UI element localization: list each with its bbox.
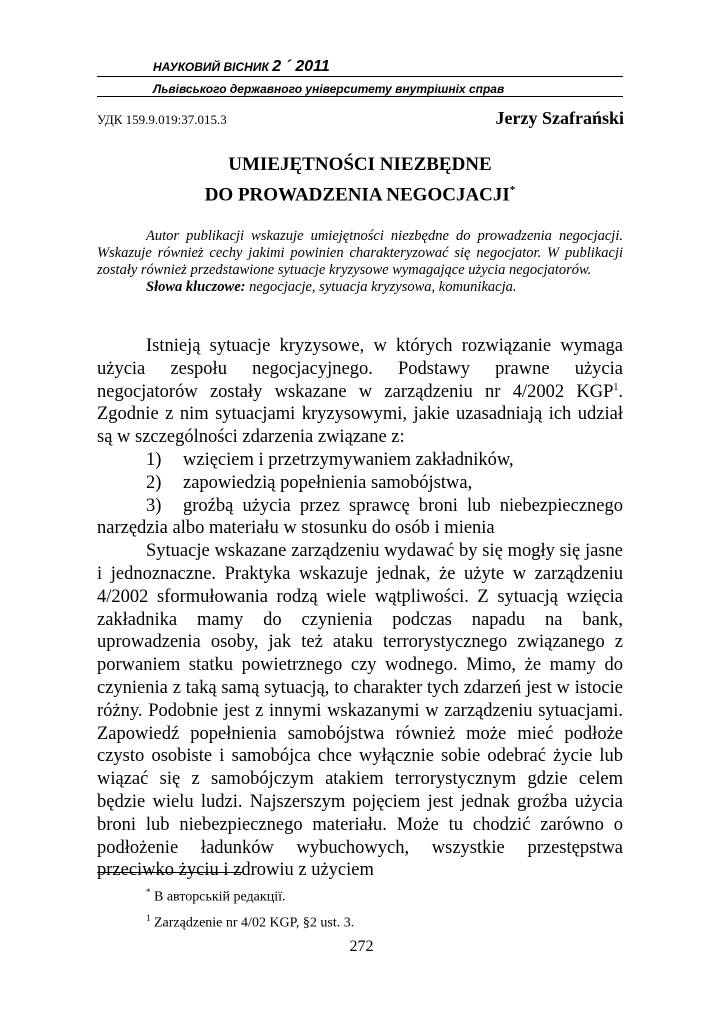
list-item bbox=[97, 449, 623, 472]
running-header-journal bbox=[97, 58, 623, 79]
list-number: 1) bbox=[146, 449, 162, 470]
list-number: 2) bbox=[146, 472, 162, 493]
paragraph-1-text-a: Istnieją sytuacje kryzysowe, w których rozwiązanie wymaga użycia zespołu negocjacyjnego. Podstawy prawne użycia negocjatorów zostały wskazane w zarządzeniu nr 4/2002 KGP bbox=[97, 336, 623, 402]
list-text: zapowiedzią popełnienia samobójstwa, bbox=[183, 472, 473, 493]
article-title-line-1: UMIEJĘTNOŚCI NIEZBĘDNE bbox=[228, 154, 492, 175]
list-text: groźbą użycia przez sprawcę broni lub niebezpiecznego narzędzia albo materiału w stosunku do osób i mienia bbox=[97, 495, 623, 539]
keywords bbox=[97, 279, 623, 296]
title-footnote-mark: * bbox=[509, 184, 516, 196]
article-body bbox=[97, 335, 623, 882]
header-rule bbox=[97, 76, 623, 77]
paragraph-1 bbox=[97, 335, 623, 449]
udk-code: УДК 159.9.019:37.015.3 bbox=[97, 112, 227, 127]
journal-name: НАУКОВИЙ ВІСНИК bbox=[153, 60, 269, 74]
footnote bbox=[146, 882, 354, 908]
footnotes bbox=[146, 882, 354, 933]
list-item bbox=[97, 472, 623, 495]
list-item bbox=[97, 495, 623, 541]
title-text: DO PROWADZENIA NEGOCJACJI bbox=[204, 184, 510, 206]
journal-issue: 2 ´ 2011 bbox=[272, 58, 330, 75]
footnote-mark: 1 bbox=[146, 912, 151, 923]
abstract bbox=[97, 228, 623, 296]
institution-name: Львівського державного університету внутрішніх справ bbox=[149, 82, 508, 96]
keywords-list: negocjacje, sytuacja kryzysowa, komunikacja. bbox=[249, 279, 517, 295]
footnote bbox=[146, 908, 354, 934]
footnote-ref-1: 1 bbox=[613, 381, 619, 393]
list-number: 3) bbox=[146, 495, 162, 516]
footnote-separator bbox=[97, 872, 242, 873]
list-text: wzięciem i przetrzymywaniem zakładników, bbox=[183, 449, 514, 470]
header-rule bbox=[97, 96, 623, 97]
footnote-text: Zarządzenie nr 4/02 KGP, §2 ust. 3. bbox=[154, 915, 355, 931]
paragraph-2: Sytuacje wskazane zarządzeniu wydawać by się mogły się jasne i jednoznaczne. Praktyka wskazuje jednak, że użyte w zarządzeniu 4/2002 sformułowania rodzą wiele wątpliwości. Z sytuacją wzięcia zakładnika mamy do czynienia podczas napadu na bank, uprowadzenia osoby, jak też ataku terrorystycznego związanego z porwaniem statku powietrznego czy wodnego. Mimo, że mamy do czynienia z taką samą sytuacją, to charakter tych zdarzeń jest w istocie różny. Podobnie jest z innymi wskazanymi w zarządzeniu sytuacjami. Zapowiedź popełnienia samobójstwa również może mieć podłoże czysto osobiste i samobójca chce wyłącznie sobie odebrać życie lub wiązać się z samobójczym atakiem terrorystycznym gdzie celem będzie wielu ludzi. Najszerszym pojęciem jest jednak groźba użycia broni lub niebezpiecznego materiału. Może tu chodzić zarówno o podłożenie ładunków wybuchowych, wszystkie przestępstwa przeciwko życiu i zdrowiu z użyciem bbox=[97, 541, 623, 881]
abstract-text: Autor publikacji wskazuje umiejętności niezbędne do prowadzenia negocjacji. Wskazuje również cechy jakimi powinien charakteryzować się negocjator. W publikacji zostały również przedstawione sytuacje kryzysowe wymagające użycia negocjatorów. bbox=[97, 228, 623, 278]
footnote-mark: * bbox=[146, 887, 151, 897]
paragraph-1-text-b: . Zgodnie z nim sytuacjami kryzysowymi, jakie uzasadniają ich udział są w szczególności zdarzenia związane z: bbox=[97, 381, 623, 448]
running-header-institution bbox=[97, 81, 623, 99]
article-title-line-2 bbox=[97, 177, 623, 208]
author-name: Jerzy Szafrański bbox=[495, 108, 624, 128]
keywords-label: Słowa kluczowe: bbox=[146, 279, 246, 295]
page-number: 272 bbox=[349, 938, 374, 955]
footnote-text: В авторській редакції. bbox=[154, 889, 286, 905]
journal-title bbox=[149, 58, 334, 76]
